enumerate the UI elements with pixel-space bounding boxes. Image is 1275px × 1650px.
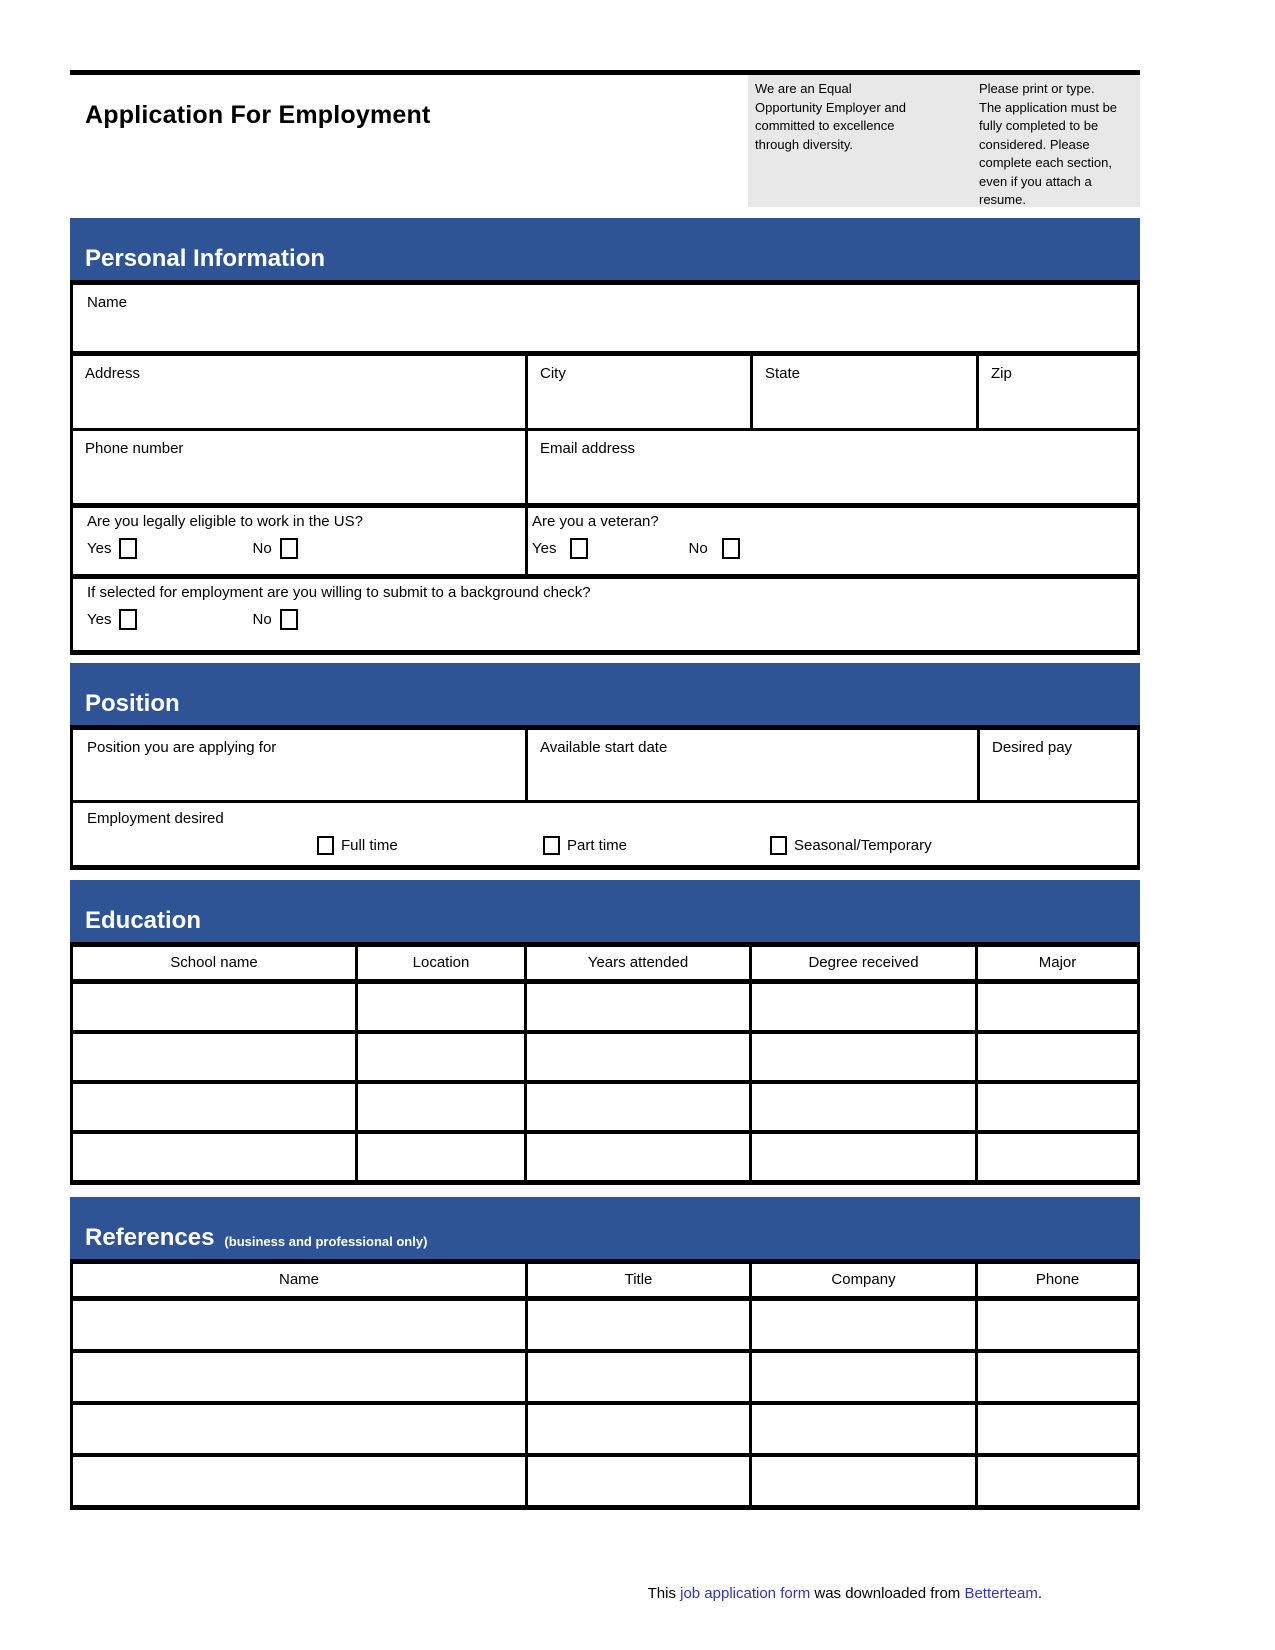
education-cell[interactable]: [752, 984, 978, 1030]
reference-cell[interactable]: [73, 1457, 528, 1505]
position-applying-field[interactable]: Position you are applying for: [73, 730, 528, 800]
eligible-no-checkbox[interactable]: [280, 538, 298, 559]
yes-label: Yes: [87, 611, 112, 628]
background-check-row: [70, 579, 1140, 650]
education-cell[interactable]: [752, 1134, 978, 1180]
section-title: Personal Information: [85, 245, 326, 272]
section-header-personal-information: [70, 218, 1140, 280]
veteran-yes-checkbox[interactable]: [570, 538, 588, 559]
reference-cell[interactable]: [978, 1353, 1137, 1401]
no-label: No: [252, 540, 272, 557]
reference-cell[interactable]: [752, 1457, 978, 1505]
city-field[interactable]: City: [528, 356, 753, 428]
contact-row: [70, 431, 1140, 503]
yes-label: Yes: [532, 540, 557, 557]
reference-cell[interactable]: [752, 1353, 978, 1401]
reference-row: [70, 1301, 1140, 1349]
reference-cell[interactable]: [528, 1301, 752, 1349]
column-header-title: Title: [528, 1264, 752, 1296]
column-header-school-name: School name: [73, 947, 358, 979]
seasonal-temporary-label: Seasonal/Temporary: [794, 837, 932, 854]
education-row: [70, 1034, 1140, 1080]
education-cell[interactable]: [978, 1134, 1137, 1180]
employment-desired-row: [70, 803, 1140, 865]
reference-cell[interactable]: [528, 1405, 752, 1453]
part-time-label: Part time: [567, 837, 628, 854]
footer-text: .: [1037, 1585, 1042, 1602]
eligibility-question-cell: [73, 508, 528, 574]
column-header-major: Major: [1038, 954, 1077, 971]
background-no-checkbox[interactable]: [280, 609, 298, 630]
name-label: Name: [87, 294, 128, 311]
section-header-position: [70, 663, 1140, 725]
part-time-option[interactable]: [543, 836, 627, 855]
full-time-label: Full time: [341, 837, 398, 854]
address-field[interactable]: Address: [73, 356, 528, 428]
no-label: No: [688, 540, 708, 557]
seasonal-temporary-option[interactable]: [770, 836, 932, 855]
rule: [70, 1505, 1140, 1510]
veteran-question: Are you a veteran?: [532, 513, 659, 530]
print-instructions-notice: Please print or type. The application must be fully completed to be considered. Please complete each section, even if you attach a resume.: [979, 81, 1118, 207]
attribution-footer: [648, 1585, 1042, 1602]
employment-desired-label: Employment desired: [87, 810, 224, 827]
column-header-company: Company: [752, 1264, 978, 1296]
eligible-yes-checkbox[interactable]: [119, 538, 137, 559]
no-label: No: [252, 611, 272, 628]
education-cell[interactable]: [527, 1134, 752, 1180]
address-row: [70, 356, 1140, 428]
reference-cell[interactable]: [528, 1353, 752, 1401]
education-cell[interactable]: [978, 1084, 1137, 1130]
education-cell[interactable]: [527, 1084, 752, 1130]
reference-cell[interactable]: [978, 1301, 1137, 1349]
equal-opportunity-notice: We are an Equal Opportunity Employer and committed to excellence through diversity.: [755, 81, 907, 152]
yes-label: Yes: [87, 540, 112, 557]
reference-cell[interactable]: [978, 1405, 1137, 1453]
reference-row: [70, 1353, 1140, 1401]
footer-text: This: [647, 1585, 681, 1602]
education-cell[interactable]: [358, 984, 527, 1030]
seasonal-temporary-checkbox[interactable]: [770, 836, 787, 855]
reference-cell[interactable]: [752, 1301, 978, 1349]
education-cell[interactable]: [527, 1034, 752, 1080]
education-cell[interactable]: [73, 1034, 358, 1080]
column-header-name: Name: [73, 1264, 528, 1296]
background-yes-checkbox[interactable]: [119, 609, 137, 630]
document-header: [70, 75, 1140, 218]
phone-field[interactable]: Phone number: [73, 431, 528, 503]
reference-row: [70, 1457, 1140, 1505]
document-title: Application For Employment: [85, 101, 431, 129]
column-header-location: Location: [358, 947, 527, 979]
section-title: References: [85, 1224, 215, 1251]
education-row: [70, 1134, 1140, 1180]
section-subtitle: (business and professional only): [224, 1234, 428, 1249]
education-cell[interactable]: [358, 1134, 527, 1180]
state-field[interactable]: State: [753, 356, 979, 428]
reference-cell[interactable]: [73, 1301, 528, 1349]
job-application-form-link[interactable]: job application form: [680, 1585, 811, 1602]
background-question: If selected for employment are you willing to submit to a background check?: [87, 584, 591, 601]
column-header-years-attended: Years attended: [527, 947, 752, 979]
start-date-field[interactable]: Available start date: [528, 730, 980, 800]
reference-cell[interactable]: [978, 1457, 1137, 1505]
section-title: Education: [85, 907, 202, 934]
education-cell[interactable]: [527, 984, 752, 1030]
section-title: Position: [85, 690, 180, 717]
employment-type-options: [87, 836, 1137, 860]
eligibility-veteran-row: [70, 508, 1140, 574]
reference-row: [70, 1405, 1140, 1453]
email-field[interactable]: Email address: [540, 440, 636, 457]
column-header-phone: Phone: [1035, 1271, 1080, 1288]
education-cell[interactable]: [358, 1034, 527, 1080]
desired-pay-field[interactable]: Desired pay: [992, 739, 1073, 756]
education-cell[interactable]: [73, 1134, 358, 1180]
name-field[interactable]: [70, 285, 1140, 351]
veteran-question-cell: [528, 508, 1137, 574]
background-question-cell: [73, 579, 1137, 650]
education-row: [70, 984, 1140, 1030]
eligibility-question: Are you legally eligible to work in the US?: [87, 513, 363, 530]
reference-cell[interactable]: [73, 1405, 528, 1453]
full-time-checkbox[interactable]: [317, 836, 334, 855]
reference-cell[interactable]: [73, 1353, 528, 1401]
education-row: [70, 1084, 1140, 1130]
education-header-row: [70, 947, 1140, 979]
education-cell[interactable]: [752, 1084, 978, 1130]
reference-cell[interactable]: [528, 1457, 752, 1505]
veteran-no-checkbox[interactable]: [722, 538, 740, 559]
education-cell[interactable]: [358, 1084, 527, 1130]
zip-field[interactable]: Zip: [991, 365, 1012, 382]
section-header-references: [70, 1197, 1140, 1259]
education-cell[interactable]: [978, 1034, 1137, 1080]
betterteam-link[interactable]: Betterteam: [964, 1585, 1038, 1602]
position-row: [70, 730, 1140, 800]
education-cell[interactable]: [73, 984, 358, 1030]
education-cell[interactable]: [978, 984, 1137, 1030]
footer-text: was downloaded from: [810, 1585, 965, 1602]
reference-cell[interactable]: [752, 1405, 978, 1453]
full-time-option[interactable]: [317, 836, 398, 855]
notice-box: [748, 75, 1140, 207]
column-header-degree-received: Degree received: [752, 947, 978, 979]
education-cell[interactable]: [73, 1084, 358, 1130]
part-time-checkbox[interactable]: [543, 836, 560, 855]
section-header-education: [70, 880, 1140, 942]
education-cell[interactable]: [752, 1034, 978, 1080]
references-header-row: [70, 1264, 1140, 1296]
